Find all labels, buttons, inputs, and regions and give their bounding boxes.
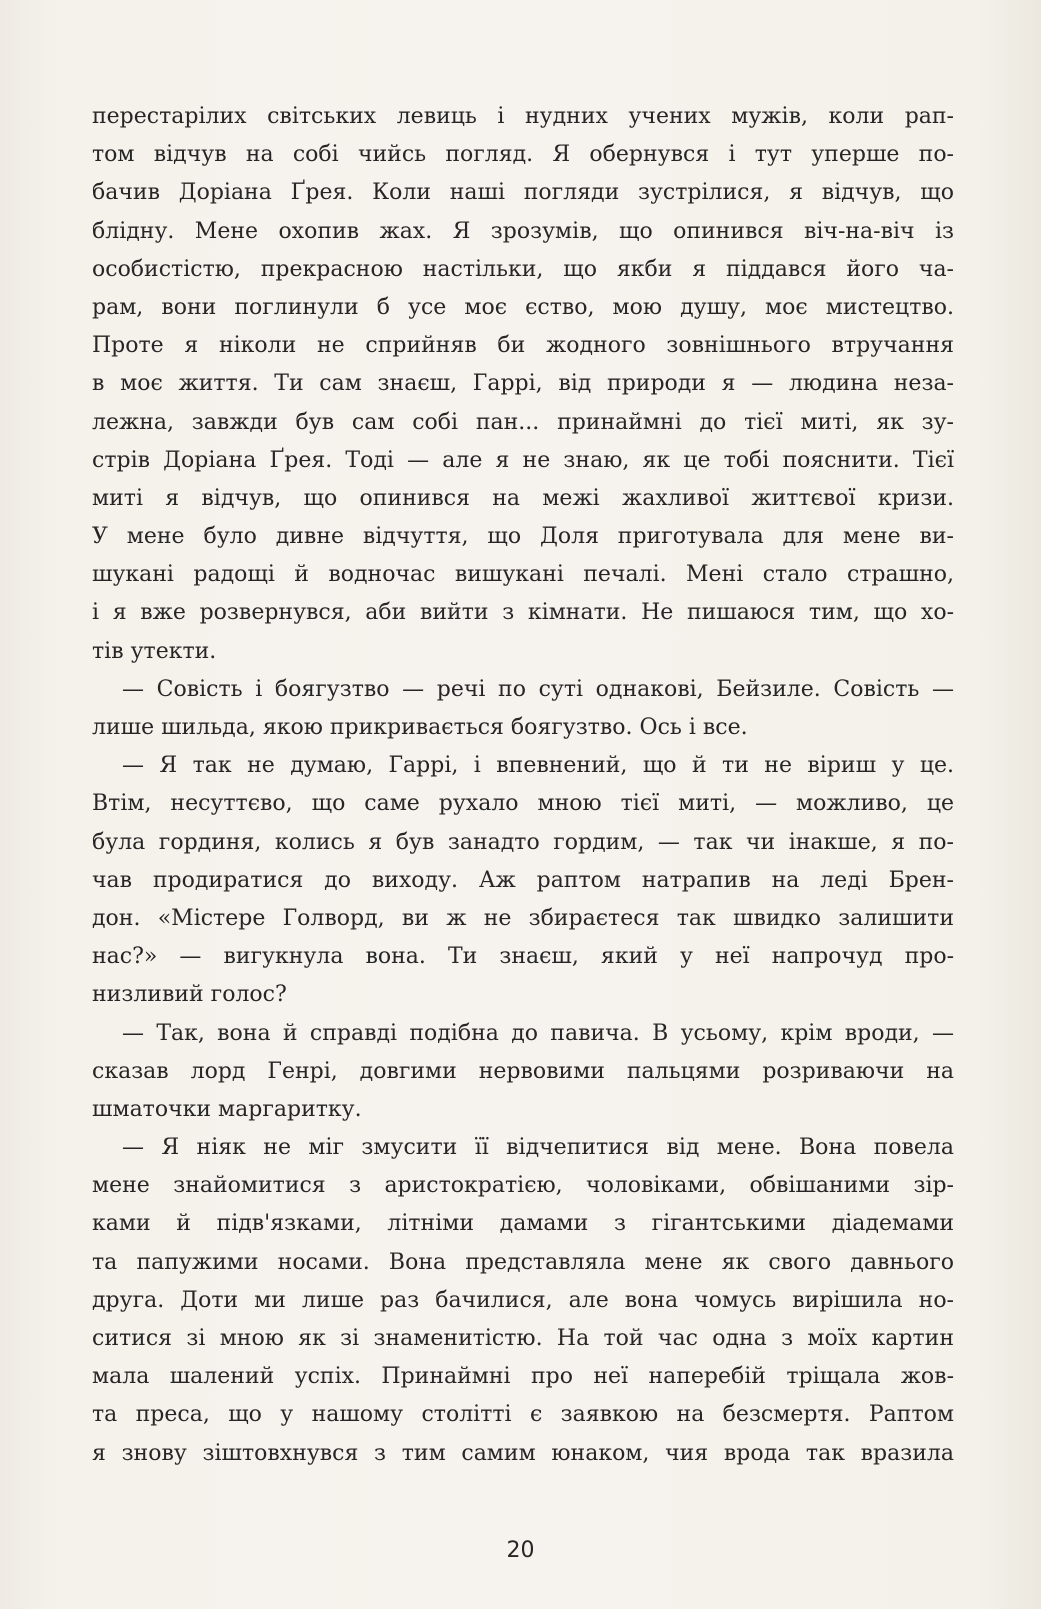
text-line: тів утекти. xyxy=(92,638,217,664)
text-line: — Так, вона й справді подібна до павича. В усьому, крім вроди, — xyxy=(122,1020,954,1046)
text-line: нас?» — вигукнула вона. Ти знаєш, який у неї напрочуд про- xyxy=(92,944,954,970)
text-line: мала шалений успіх. Принаймні про неї наперебій тріщала жов- xyxy=(92,1364,954,1390)
page-number: 20 xyxy=(506,1538,535,1563)
text-line: том відчув на собі чийсь погляд. Я обернувся і тут уперше по- xyxy=(92,142,954,168)
text-line: — Совість і боягузтво — речі по суті однакові, Бейзиле. Совість — xyxy=(122,676,954,702)
text-line: чав продиратися до виходу. Аж раптом натрапив на леді Брен- xyxy=(92,867,954,893)
text-line: Проте я ніколи не сприйняв би жодного зовнішнього втручання xyxy=(92,333,954,359)
text-line: дон. «Містере Голворд, ви ж не збираєтеся так швидко залишити xyxy=(92,905,954,931)
text-line: особистістю, прекрасною настільки, що якби я піддався його ча- xyxy=(92,256,954,282)
text-line: У мене було дивне відчуття, що Доля приготувала для мене ви- xyxy=(92,524,954,550)
text-line: лежна, завжди був сам собі пан... принаймні до тієї миті, як зу- xyxy=(92,409,954,435)
text-line: перестарілих світських левиць і нудних учених мужів, коли рап- xyxy=(92,104,954,129)
text-line: блідну. Мене охопив жах. Я зрозумів, що опинився віч-на-віч із xyxy=(92,218,954,244)
text-line: я знову зіштовхнувся з тим самим юнаком, чия врода так вразила xyxy=(92,1440,954,1466)
text-line: — Я так не думаю, Гаррі, і впевнений, що й ти не віриш у це. xyxy=(122,753,954,779)
text-line: сказав лорд Генрі, довгими нервовими пальцями розриваючи на xyxy=(92,1058,954,1084)
text-line: ками й підв'язками, літніми дамами з гігантськими діадемами xyxy=(92,1211,954,1237)
text-line: в моє життя. Ти сам знаєш, Гаррі, від природи я — людина неза- xyxy=(92,371,954,397)
text-line: шукані радощі й водночас вишукані печалі. Мені стало страшно, xyxy=(92,562,954,588)
text-line: та папужими носами. Вона представляла мене як свого давнього xyxy=(92,1249,954,1275)
text-line: Втім, несуттєво, що саме рухало мною тієї миті, — можливо, це xyxy=(92,791,954,817)
text-line: рам, вони поглинули б усе моє єство, мою душу, моє мистецтво. xyxy=(92,294,954,320)
text-line: була гординя, колись я був занадто гордим, — так чи інакше, я по- xyxy=(92,829,954,855)
text-line: мене знайомитися з аристократією, чоловіками, обвішаними зір- xyxy=(92,1173,954,1199)
text-line: низливий голос? xyxy=(92,982,287,1008)
body-text xyxy=(92,98,954,1473)
text-line: друга. Доти ми лише раз бачилися, але вона чомусь вирішила но- xyxy=(92,1287,954,1313)
text-line: шматочки маргаритку. xyxy=(92,1096,362,1122)
text-line: і я вже розвернувся, аби вийти з кімнати. Не пишаюся тим, що хо- xyxy=(92,600,954,626)
text-line: — Я ніяк не міг змусити її відчепитися від мене. Вона повела xyxy=(122,1135,954,1161)
text-line: стрів Доріана Ґрея. Тоді — але я не знаю, як це тобі пояснити. Тієї xyxy=(92,447,954,473)
text-line: миті я відчув, що опинився на межі жахливої життєвої кризи. xyxy=(92,485,954,511)
text-line: ситися зі мною як зі знаменитістю. На той час одна з моїх картин xyxy=(92,1326,954,1351)
text-line: бачив Доріана Ґрея. Коли наші погляди зустрілися, я відчув, що xyxy=(92,180,954,206)
text-line: лише шильда, якою прикривається боягузтво. Ось і все. xyxy=(92,715,748,740)
text-line: та преса, що у нашому столітті є заявкою на безсмертя. Раптом xyxy=(92,1402,954,1428)
